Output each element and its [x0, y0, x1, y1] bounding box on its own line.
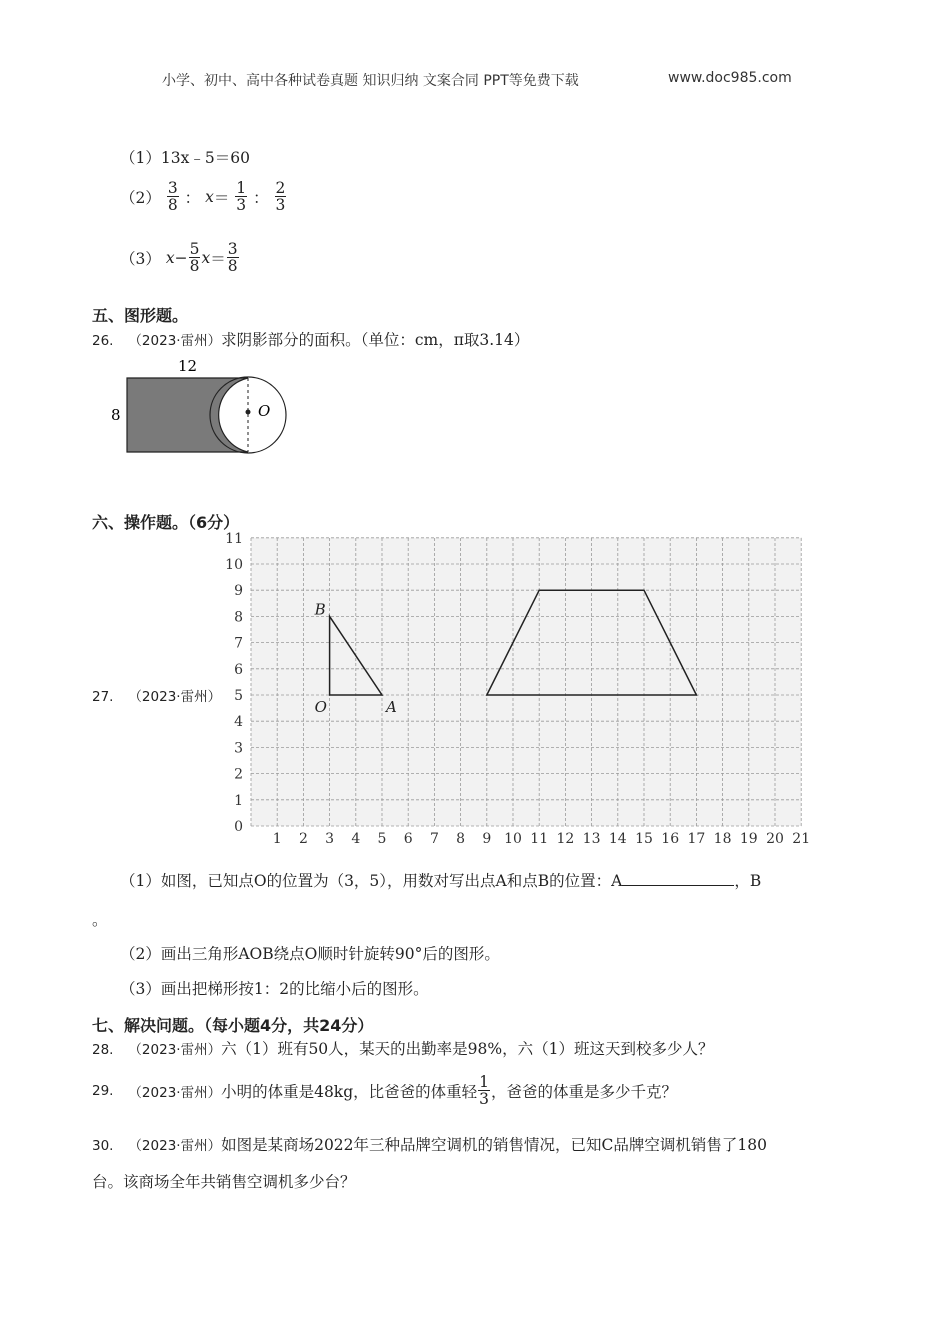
shaded-region: [127, 378, 248, 452]
equation-3-number: （3）: [120, 249, 161, 268]
y-tick-label: 6: [234, 661, 243, 678]
x-tick-label: 5: [377, 831, 387, 847]
y-tick-label: 10: [225, 557, 243, 573]
x-tick-label: 8: [456, 831, 466, 847]
fraction: [167, 180, 179, 214]
y-tick-label: 1: [234, 792, 243, 809]
question-source: （2023·雷州）: [128, 1084, 222, 1101]
x-tick-label: 9: [482, 831, 492, 847]
x-tick-label: 18: [713, 831, 732, 847]
question-30-continued: 台。该商场全年共销售空调机多少台？: [92, 1173, 356, 1191]
denominator: 8: [189, 257, 200, 276]
x-tick-label: 13: [582, 831, 601, 847]
section-title-7: 七、解决问题。（每小题4分，共24分）: [92, 1016, 374, 1035]
x-tick-label: 7: [429, 831, 439, 847]
center-point: [246, 410, 251, 415]
point-label-o: O: [314, 698, 327, 716]
numerator: 5: [189, 240, 200, 258]
y-tick-label: 7: [234, 635, 243, 652]
question-text-b: ，爸爸的体重是多少千克？: [491, 1082, 678, 1101]
part-1-text-b: ，B: [734, 872, 762, 890]
numerator: 1: [479, 1073, 489, 1091]
y-tick-label: 4: [234, 714, 243, 731]
equation-3: [120, 241, 240, 275]
fraction: [227, 241, 239, 275]
question-26: [92, 328, 529, 350]
denominator: 3: [479, 1090, 489, 1109]
fraction: [189, 241, 201, 275]
question-27-part-3: （3）画出把梯形按1：2的比缩小后的图形。: [120, 980, 429, 998]
x-tick-label: 19: [739, 831, 758, 847]
point-label-a: A: [386, 698, 397, 716]
question-number: 29.: [92, 1082, 114, 1099]
x-tick-label: 2: [298, 831, 308, 847]
fraction: [235, 180, 247, 214]
header-tagline: 小学、初中、高中各种试卷真题 知识归纳 文案合同 PPT等免费下载: [162, 73, 579, 89]
question-27-part-1: [120, 869, 761, 891]
y-tick-label: 9: [234, 583, 243, 600]
y-tick-label: 2: [234, 766, 243, 783]
answer-blank-a[interactable]: [622, 871, 734, 886]
numerator: 2: [275, 179, 286, 197]
fraction: [478, 1074, 490, 1108]
denominator: 8: [167, 196, 178, 215]
y-tick-label: 3: [234, 740, 243, 757]
x-tick-label: 14: [608, 831, 627, 847]
question-source: （2023·雷州）: [128, 1042, 222, 1058]
point-label-b: B: [314, 600, 326, 619]
variable-x: x: [205, 187, 214, 206]
question-number: 26.: [92, 333, 114, 349]
x-tick-label: 12: [556, 831, 575, 847]
question-source: （2023·雷州）: [128, 689, 222, 705]
question-27-part-2: （2）画出三角形AOB绕点O顺时针旋转90°后的图形。: [120, 945, 500, 963]
x-tick-label: 10: [504, 831, 522, 847]
coordinate-grid: [225, 525, 825, 850]
part-1-text: （1）如图，已知点O的位置为（3，5），用数对写出点A和点B的位置：A: [120, 872, 623, 890]
shaded-area-figure: [100, 352, 300, 462]
question-29: [92, 1074, 677, 1108]
width-label: 12: [178, 357, 198, 375]
equals-sign: ＝: [213, 188, 230, 207]
x-tick-label: 4: [351, 831, 361, 847]
y-tick-label: 8: [234, 609, 243, 626]
equation-2-number: （2）: [120, 188, 161, 207]
variable-x: x: [165, 248, 175, 267]
y-tick-label: 5: [234, 688, 243, 704]
denominator: 3: [275, 196, 286, 215]
center-label: O: [258, 402, 271, 420]
equation-1-number: （1）: [120, 149, 161, 167]
question-text: 如图是某商场2022年三种品牌空调机的销售情况，已知C品牌空调机销售了180: [221, 1136, 767, 1154]
denominator: 8: [227, 257, 238, 276]
question-27-label: [92, 685, 221, 705]
y-tick-label: 0: [234, 819, 243, 835]
height-label: 8: [111, 406, 121, 424]
x-tick-label: 16: [661, 831, 680, 847]
numerator: 3: [227, 240, 238, 258]
question-30: [92, 1133, 767, 1155]
x-tick-label: 1: [272, 831, 282, 847]
x-tick-label: 21: [792, 831, 811, 847]
equation-1-text: 13x﹣5＝60: [160, 149, 250, 167]
equation-1: [120, 146, 250, 168]
x-tick-label: 15: [635, 831, 653, 847]
fraction: [275, 180, 287, 214]
ratio-colon: ：: [253, 188, 269, 207]
question-number: 30.: [92, 1138, 114, 1154]
question-text: 六（1）班有50人，某天的出勤率是98%，六（1）班这天到校多少人？: [221, 1040, 714, 1058]
question-number: 28.: [92, 1042, 114, 1058]
question-text: 求阴影部分的面积。（单位：cm，π取3.14）: [221, 331, 530, 349]
ratio-colon: ：: [184, 188, 201, 207]
header-url[interactable]: www.doc985.com: [668, 70, 792, 86]
denominator: 3: [236, 196, 247, 215]
x-tick-label: 6: [403, 831, 413, 847]
equation-2: [120, 180, 287, 214]
variable-x: x: [201, 248, 211, 267]
section-title-6: 六、操作题。（6分）: [92, 513, 240, 532]
minus-sign: −: [174, 248, 188, 267]
question-text: 小明的体重是48kg，比爸爸的体重轻: [221, 1082, 478, 1101]
question-number: 27.: [92, 689, 114, 705]
question-28: [92, 1037, 713, 1059]
x-tick-label: 17: [687, 831, 706, 847]
grid-background: [251, 538, 801, 826]
question-source: （2023·雷州）: [128, 1138, 222, 1154]
numerator: 1: [236, 179, 247, 197]
x-tick-label: 3: [325, 831, 335, 847]
x-tick-label: 11: [530, 831, 549, 847]
section-title-5: 五、图形题。: [92, 306, 189, 325]
equals-sign: ＝: [210, 249, 226, 268]
numerator: 3: [167, 179, 178, 197]
x-tick-label: 20: [766, 831, 784, 847]
part-1-period: 。: [92, 911, 108, 929]
y-tick-label: 11: [225, 530, 243, 547]
question-source: （2023·雷州）: [128, 333, 222, 349]
